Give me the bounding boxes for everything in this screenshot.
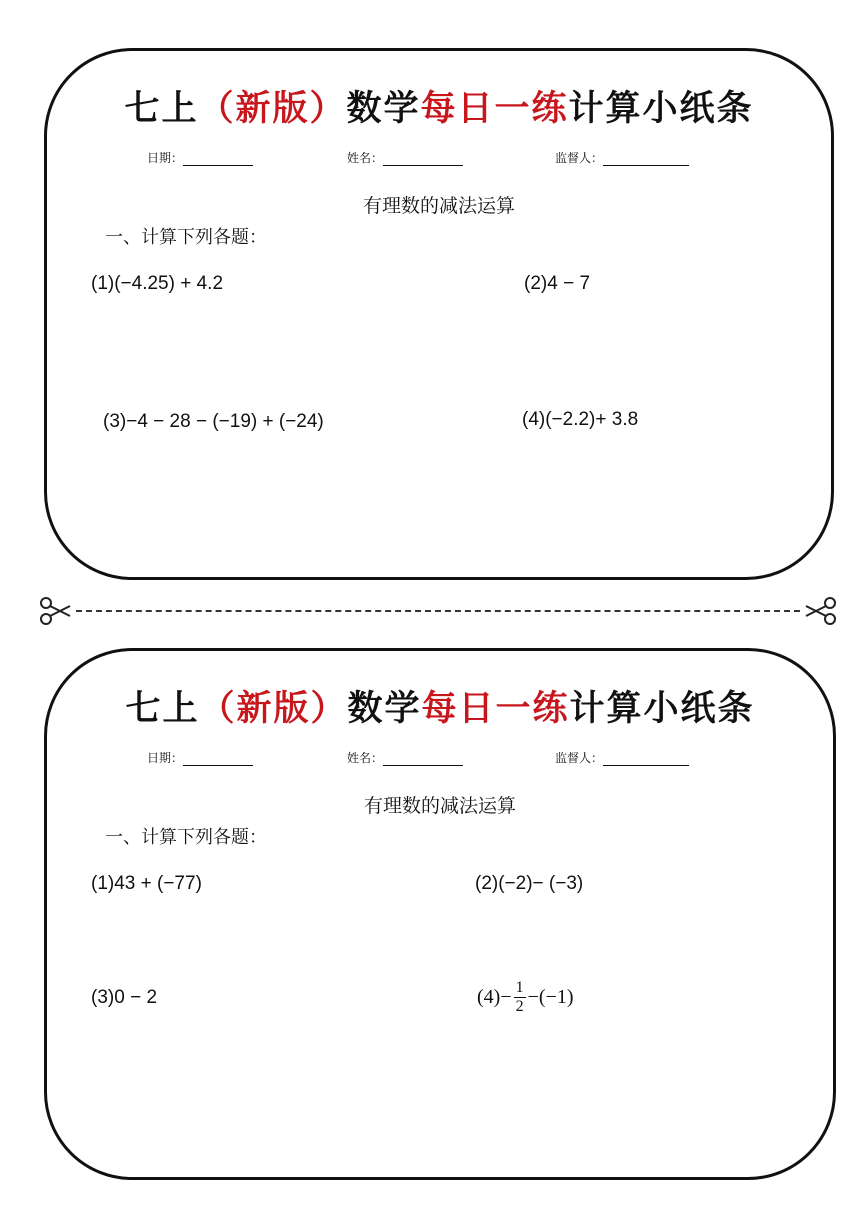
name-label: 姓名： <box>347 751 384 765</box>
practice-card-1 <box>44 48 834 580</box>
scissors-icon <box>804 594 838 628</box>
name-label: 姓名： <box>347 151 384 165</box>
date-label: 日期： <box>147 151 184 165</box>
meta-row <box>47 749 833 769</box>
problem-1: (1)43 + (−77) <box>91 873 202 894</box>
supervisor-blank[interactable] <box>603 751 689 766</box>
title-highlight: 每日一练 <box>420 88 569 129</box>
scissors-icon <box>38 594 72 628</box>
cut-line <box>38 594 838 628</box>
card-title <box>47 81 831 131</box>
name-field[interactable] <box>347 749 463 766</box>
dashed-line <box>76 610 800 612</box>
fraction <box>514 979 526 1016</box>
problem-1: (1)(−4.25) + 4.2 <box>91 273 224 294</box>
problem-3: (3)−4 − 28 − (−19) + (−24) <box>103 411 324 432</box>
date-field[interactable] <box>147 749 253 766</box>
problem-2: (2)4 − 7 <box>524 273 591 294</box>
title-edition: （新版） <box>199 688 348 729</box>
problem-4-prefix: (4)− <box>477 986 512 1008</box>
supervisor-label: 监督人： <box>555 751 604 765</box>
problem-4-suffix: −(−1) <box>527 986 574 1008</box>
section-heading: 一、计算下列各题： <box>105 827 267 848</box>
topic-title: 有理数的减法运算 <box>363 795 516 817</box>
name-blank[interactable] <box>383 751 463 766</box>
supervisor-blank[interactable] <box>603 151 689 166</box>
supervisor-field[interactable] <box>555 149 689 166</box>
date-label: 日期： <box>147 751 184 765</box>
title-prefix: 七上 <box>125 688 200 729</box>
title-suffix: 计算小纸条 <box>569 688 755 729</box>
title-subject: 数学 <box>347 688 422 729</box>
supervisor-field[interactable] <box>555 749 689 766</box>
fraction-numerator: 1 <box>515 979 524 996</box>
fraction-denominator: 2 <box>515 998 524 1015</box>
title-subject: 数学 <box>346 88 421 129</box>
title-highlight: 每日一练 <box>421 688 570 729</box>
problem-4: (4)(−2.2)+ 3.8 <box>522 409 639 430</box>
meta-row <box>47 149 831 169</box>
problem-2: (2)(−2)− (−3) <box>475 873 584 894</box>
title-edition: （新版） <box>198 88 347 129</box>
date-field[interactable] <box>147 149 253 166</box>
title-prefix: 七上 <box>124 88 199 129</box>
problem-4 <box>477 979 574 1016</box>
name-field[interactable] <box>347 149 463 166</box>
practice-card-2 <box>44 648 836 1180</box>
supervisor-label: 监督人： <box>555 151 604 165</box>
card-title <box>47 681 833 731</box>
topic-title: 有理数的减法运算 <box>362 195 515 217</box>
date-blank[interactable] <box>183 151 253 166</box>
name-blank[interactable] <box>383 151 463 166</box>
section-heading: 一、计算下列各题： <box>105 227 267 248</box>
title-suffix: 计算小纸条 <box>568 88 754 129</box>
problem-3: (3)0 − 2 <box>91 987 158 1008</box>
date-blank[interactable] <box>183 751 253 766</box>
